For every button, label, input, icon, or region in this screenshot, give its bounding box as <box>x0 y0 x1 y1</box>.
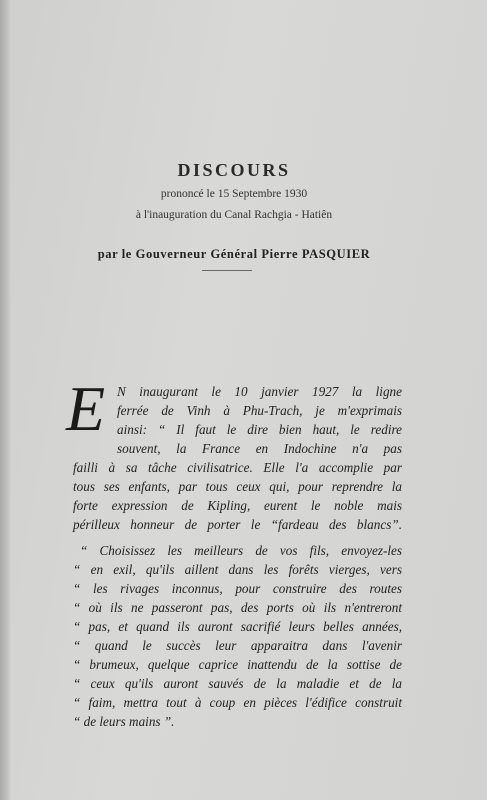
page-title: DISCOURS <box>177 160 291 180</box>
paragraph2-line: “ quand le succès leur apparaitra dans l'avenir <box>73 638 402 653</box>
paragraph1-line: périlleux honneur de porter le “fardeau des blancs”. <box>73 517 402 532</box>
paragraph2-line: “ de leurs mains ”. <box>73 714 175 729</box>
subtitle-date: prononcé le 15 Septembre 1930 <box>160 188 308 200</box>
paragraph2-line: “ les rivages inconnus, pour construire des routes <box>73 581 402 596</box>
paragraph1-line: failli à sa tâche civilisatrice. Elle l'a accomplie par <box>73 460 402 475</box>
paragraph2-line: “ pas, et quand ils auront sacrifié leurs belles années, <box>73 619 402 634</box>
paragraph2-line: “ où ils ne passeront pas, des ports où ils n'entreront <box>73 600 402 615</box>
paragraph1-line: souvent, la France en Indochine n'a pas <box>117 441 402 456</box>
paragraph2-line: “ faim, mettra tout à coup en pièces l'édifice construit <box>73 695 402 710</box>
orator-line: par le Gouverneur Général Pierre PASQUIER <box>97 247 371 261</box>
subtitle-occasion: à l'inauguration du Canal Rachgia - Hatiên <box>135 209 333 221</box>
page-binding-edge <box>0 0 10 800</box>
paragraph1-line: tous ses enfants, par tous ceux qui, pour reprendre la <box>73 479 402 494</box>
drop-cap: E <box>66 373 106 444</box>
paragraph1-line: ferrée de Vinh à Phu-Trach, je m'exprimais <box>117 403 402 418</box>
paragraph2-line: “ brumeux, quelque caprice inattendu de la sottise de <box>73 657 402 672</box>
paragraph1-line: forte expression de Kipling, eurent le noble mais <box>73 498 402 513</box>
paragraph1-line: ainsi: “ Il faut le dire bien haut, le redire <box>117 422 402 437</box>
paragraph2-line: “ Choisissez les meilleurs de vos fils, envoyez-les <box>80 543 402 558</box>
title-divider <box>202 270 252 271</box>
paragraph1-line: N inaugurant le 10 janvier 1927 la ligne <box>117 384 402 399</box>
paragraph2-line: “ en exil, qu'ils aillent dans les forêts vierges, vers <box>73 562 402 577</box>
paragraph2-line: “ ceux qu'ils auront sauvés de la maladie et de la <box>73 676 402 691</box>
